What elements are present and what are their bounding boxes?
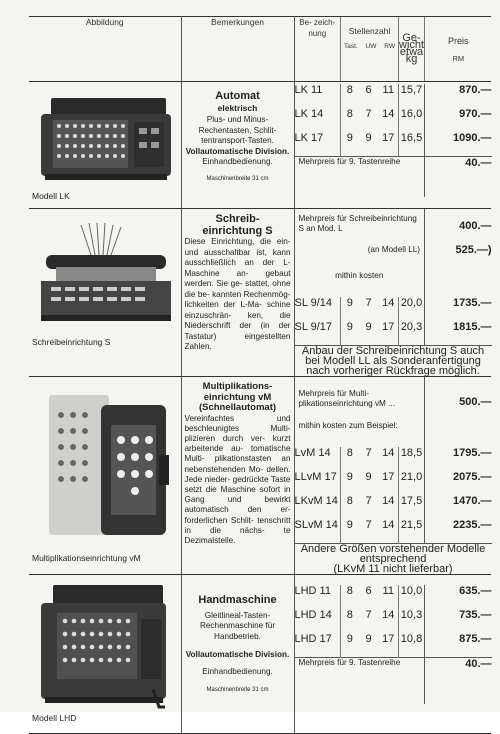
- calculator-lk-image: [31, 88, 179, 188]
- header-preis: Preis: [448, 35, 469, 46]
- section-footer: Anbau der Schreibeinrichtung S auch bei Modell LL als Sonderanfertigung nach vorheriger Rückfrage möglich.: [301, 345, 485, 377]
- header-bezeichnung: Be- zeich- nung: [299, 18, 336, 38]
- header-abbildung: Abbildung: [29, 17, 181, 82]
- header-rw: RW: [384, 43, 396, 50]
- table-row: SL 9/17 9 9 17 20,3 1815.—: [295, 321, 492, 346]
- table-row: LKvM 14 8 7 14 17,5 1470.—: [295, 495, 492, 519]
- header-bemerkungen: Bemerkungen: [181, 17, 294, 82]
- section-title: Multiplikations- einrichtung vM (Schnellautomat): [198, 381, 277, 413]
- image-caption: Schreibeinrichtung S: [32, 337, 111, 347]
- section-description: Vereinfachtes und beschleunigtes Multi- plizieren durch ver- kurzt arbeitende au- tomatische Multi- plikationstasten an nebenstehenden Mo- dellen. Jede nieder- gedrückte Taste setzt die Maschine sofort in Gang und bewirkt automatisch den er- forderlichen Schlit- tenschritt in die nächs- te Dezimalstelle.: [184, 413, 291, 545]
- section-multiplikation: [29, 377, 491, 575]
- multiplication-unit-image: [31, 385, 179, 545]
- section-title: Automat: [215, 90, 260, 102]
- price-table: [29, 16, 491, 734]
- section-title: Schreib- einrichtung S: [202, 213, 273, 237]
- section-description-2: Einhandbedienung.: [202, 666, 273, 676]
- specs-table-lhd: [295, 585, 492, 704]
- table-row: LK 14 8 7 14 16,0 970.—: [295, 108, 492, 132]
- table-row: SL 9/14 9 7 14 20,0 1735.—: [295, 297, 492, 321]
- table-row: LK 11 8 6 11 15,7 870.—: [295, 84, 492, 108]
- section-title: Handmaschine: [198, 594, 277, 606]
- section-handmaschine: [29, 575, 491, 734]
- section-subtitle: elektrisch: [217, 102, 258, 113]
- table-row: LK 17 9 9 17 16,5 1090.—: [295, 132, 492, 157]
- section-automat: [29, 82, 491, 209]
- section-bold-text: Vollautomatische Division.: [185, 650, 290, 659]
- table-row: LHD 17 9 9 17 10,8 875.—: [295, 633, 492, 658]
- section-schreibeinrichtung: [29, 209, 491, 377]
- specs-table-s: Mehrpreis für Schreibeinrichtung S an Mod. L 400.— (an Modell LL) 525.—) mithin kosten SL 9/14 9 7 14 20,0 1735.— SL 9/17 9 9 17 20,3 1815.— Anbau der Schreibeinrichtung S auch bei Modell LL als Sonderanfertigung nach vorheriger Rückfrage möglich.: [295, 209, 492, 376]
- section-footer: Andere Größen vorstehender Modelle entsprechend: [300, 543, 486, 565]
- specs-table-lk: [295, 84, 492, 197]
- section-note: Maschinenbreite 31 cm: [206, 175, 269, 182]
- section-description-2: Einhandbedienung.: [202, 157, 273, 166]
- table-row: SLvM 14 9 7 14 21,5 2235.—: [295, 519, 492, 544]
- image-caption: Modell LHD: [32, 713, 77, 723]
- image-caption: Multiplikationseinrichtung vM: [32, 553, 141, 563]
- footer-row: Mehrpreis für 9. Tastenreihe 40.—: [295, 157, 492, 198]
- calculator-lhd-image: [31, 579, 179, 713]
- header-uw: UW: [365, 43, 377, 50]
- header-row: [29, 17, 491, 82]
- section-description: Diese Einrichtung, die ein- und ausschaltbar ist, kann ausschließlich an der L-Maschine an- gebaut werden. Sie ge- stattet, ohne die be- kannten Rechenmög- lichkeiten der L-Ma- schine einzuschrän- ken, die Niederschrift der (in der Tastatur) eingestellten Zahlen.: [184, 237, 291, 351]
- image-caption: Modell LK: [32, 191, 70, 201]
- section-description: Plus- und Minus- Rechentasten, Schlit- tentransport-Tasten.: [198, 115, 277, 145]
- header-stellenzahl: Stellenzahl: [348, 26, 391, 36]
- section-footer-2: (LKvM 11 nicht lieferbar): [333, 563, 453, 575]
- section-bold-text: Vollautomatische Division.: [185, 146, 290, 156]
- table-row: LvM 14 8 7 14 18,5 1795.—: [295, 447, 492, 471]
- section-description: Gleitlineal-Tasten- Rechenmaschine für Handbetrieb.: [199, 610, 276, 641]
- header-rm: RM: [452, 53, 465, 63]
- table-row: LHD 14 8 7 14 10,3 735.—: [295, 609, 492, 633]
- typewriter-attachment-image: [31, 215, 179, 331]
- specs-table-vm: Mehrpreis für Multi- plikationseinrichtung vM ... 500.— mithin kosten zum Beispiel: LvM 14 8 7 14 18,5 1795.— LLvM 17 9 9 17 21,0 2075.— LKvM 14 8 7 14 17,5 1470.— SLvM 14 9 7 14 21,5 2235.— Andere Größen vorstehender Modelle entsprechend (LKvM 11 nicht lieferbar): [295, 377, 492, 574]
- footer-row: Mehrpreis für 9. Tastenreihe 40.—: [295, 658, 492, 705]
- header-gewicht: Ge- wicht etwa kg: [399, 17, 425, 81]
- header-tast: Tast.: [344, 43, 358, 50]
- section-note: Maschinenbreite 31 cm: [206, 687, 269, 693]
- table-row: LHD 11 8 6 11 10,0 635.—: [295, 585, 492, 609]
- table-row: LLvM 17 9 9 17 21,0 2075.—: [295, 471, 492, 495]
